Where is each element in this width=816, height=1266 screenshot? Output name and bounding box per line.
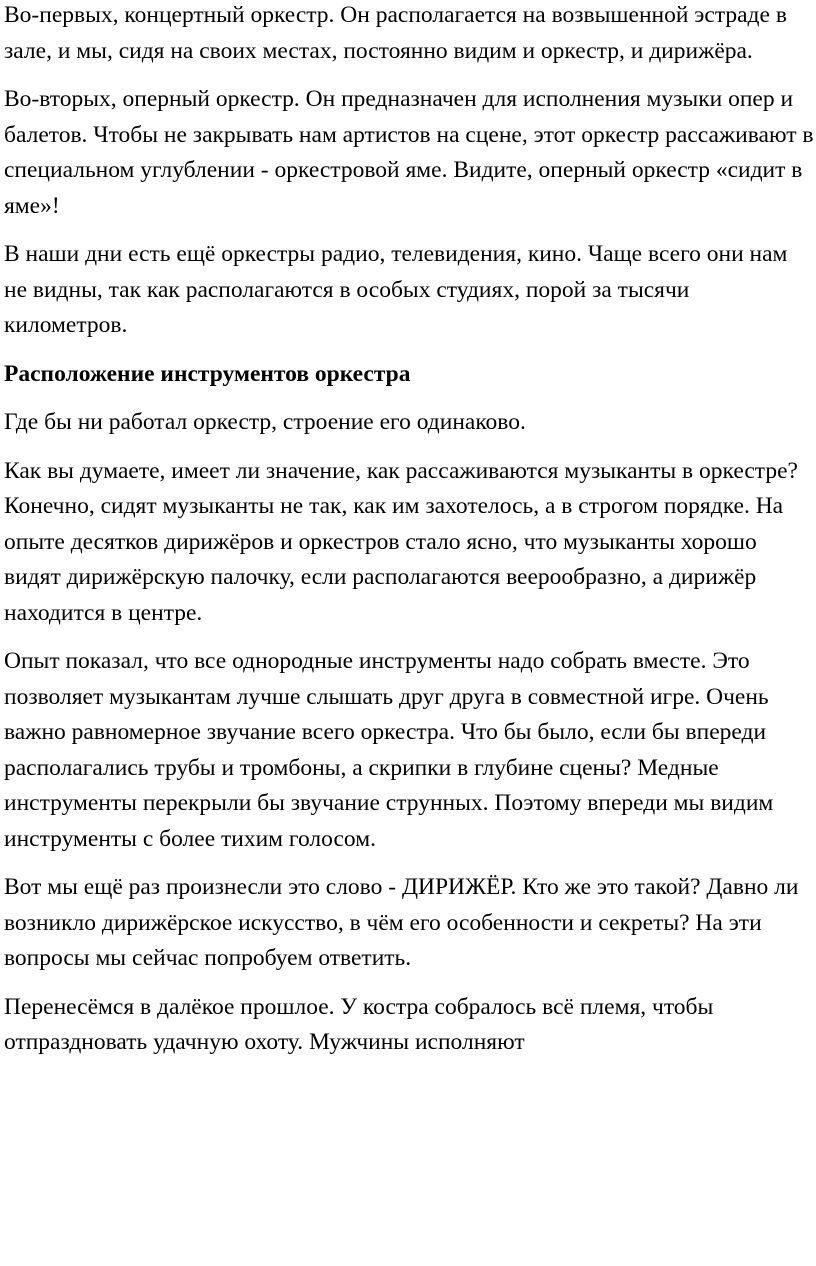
- paragraph-radio-orchestras: В наши дни есть ещё оркестры радио, телевидения, кино. Чаще всего они нам не видны, так как располагаются в особых студиях, порой за тысячи километров.: [4, 241, 788, 338]
- paragraph-concert-orchestra: Во-первых, концертный оркестр. Он располагается на возвышенной эстраде в зале, и мы, сидя на своих местах, постоянно видим и оркестр, и дирижёра.: [4, 2, 787, 64]
- paragraph-conductor: Вот мы ещё раз произнесли это слово - ДИРИЖЁР. Кто же это такой? Давно ли возникло дирижёрское искусство, в чём его особенности и секреты? На эти вопросы мы сейчас попробуем ответить.: [4, 874, 799, 971]
- paragraph-structure: Где бы ни работал оркестр, строение его одинаково.: [4, 409, 526, 435]
- paragraph-seating: Как вы думаете, имеет ли значение, как рассаживаются музыканты в оркестре? Конечно, сидят музыканты не так, как им захотелось, а в строгом порядке. На опыте десятков дирижёров и оркестров стало ясно, что музыканты хорошо видят дирижёрскую палочку, если располагаются веерообразно, а дирижёр находится в центре.: [4, 457, 798, 626]
- paragraph-instrument-groups: Опыт показал, что все однородные инструменты надо собрать вместе. Это позволяет музыкантам лучше слышать друг друга в совместной игре. Очень важно равномерное звучание всего оркестра. Что бы было, если бы впереди располагались трубы и тромбоны, а скрипки в глубине сцены? Медные инструменты перекрыли бы звучание струнных. Поэтому впереди мы видим инструменты с более тихим голосом.: [4, 648, 774, 852]
- paragraph-opera-orchestra: Во-вторых, оперный оркестр. Он предназначен для исполнения музыки опер и балетов. Чтобы не закрывать нам артистов на сцене, этот оркестр рассаживают в специальном углублении - оркестровой яме. Видите, оперный оркестр «сидит в яме»!: [4, 86, 814, 219]
- paragraph-distant-past: Перенесёмся в далёкое прошлое. У костра собралось всё племя, чтобы отпраздновать удачную охоту. Мужчины исполняют: [4, 993, 714, 1055]
- section-heading: Расположение инструментов оркестра: [4, 360, 411, 387]
